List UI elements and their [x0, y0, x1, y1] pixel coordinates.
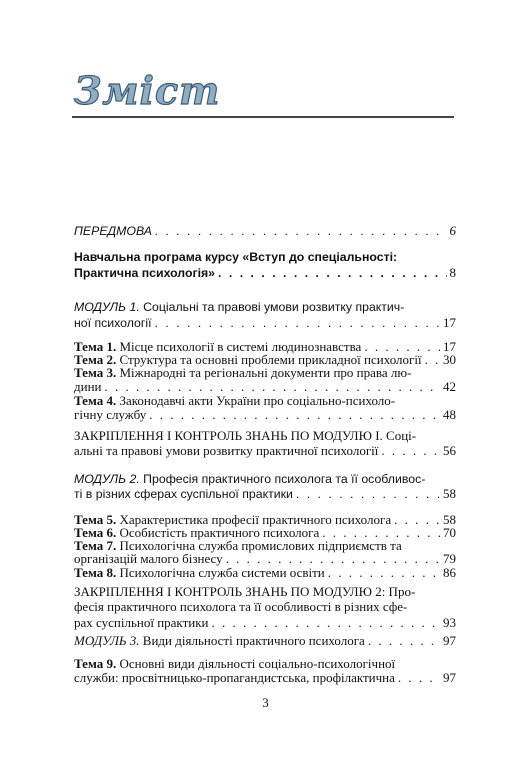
toc-entry-label: МОДУЛЬ 1.: [74, 300, 140, 314]
toc-entry-topic-4-cont[interactable]: [74, 408, 456, 422]
toc-entry-text: альні та правові умови розвитку практичної психології: [74, 444, 379, 458]
toc-entry-text: Основні види діяльності соціально-психологічної: [119, 657, 396, 671]
toc-entry-text: ЗАКРІПЛЕННЯ І КОНТРОЛЬ ЗНАНЬ ПО МОДУЛЮ І. Соці-: [74, 429, 417, 443]
toc-entry-module-2-cont[interactable]: [74, 487, 456, 501]
toc-entry-text: Особистість практичного психолога: [119, 526, 320, 540]
toc-entry-text: Професія практичного психолога та її особливос-: [143, 472, 426, 486]
toc-page-number: 17: [443, 316, 456, 330]
toc-entry-text: Структура та основні проблеми прикладної психології: [119, 353, 422, 367]
toc-entry-text: Навчальна програма курсу «Вступ до спеціальності:: [74, 250, 398, 264]
toc-entry-label: Тема 1.: [74, 340, 117, 354]
toc-entry-text: організацій малого бізнесу: [74, 552, 223, 566]
toc-entry-topic-3-cont[interactable]: [74, 380, 456, 394]
toc-entry-text: Психологічна служба промислових підприємств та: [119, 539, 402, 553]
toc-entry-review-2-cont[interactable]: [74, 600, 456, 614]
toc-entry-text: ті в різних сферах суспільної практики: [74, 487, 293, 501]
toc-page-number: 79: [443, 552, 456, 566]
toc-entry-review-2-cont2[interactable]: [74, 616, 456, 630]
toc-entry-label: Тема 9.: [74, 657, 117, 671]
toc-entry-text: Соціальні та правові умови розвитку практич-: [143, 300, 405, 314]
toc-entry-text: ної психології: [74, 316, 152, 330]
toc-page-number: 93: [443, 616, 456, 630]
toc-entry-topic-4[interactable]: [74, 394, 456, 408]
toc-entry-label: Тема 6.: [74, 526, 117, 540]
toc-entry-text: Види діяльності практичного психолога: [142, 634, 365, 648]
toc-page-number: 30: [443, 353, 456, 367]
toc-entry-text: фесія практичного психолога та її особливості в різних сфе-: [74, 600, 408, 614]
toc-entry-topic-5[interactable]: [74, 513, 456, 527]
toc-entry-module-1[interactable]: [74, 300, 456, 314]
toc-page-number: 42: [443, 380, 456, 394]
toc-entry-foreword[interactable]: [74, 224, 456, 238]
toc-entry-label: МОДУЛЬ 3.: [74, 634, 140, 648]
toc-entry-label: Тема 5.: [74, 513, 117, 527]
toc-entry-text: служби: просвітницько-пропагандистська, профілактична: [74, 671, 395, 685]
toc-entry-topic-1[interactable]: [74, 340, 456, 354]
toc-page-number: 70: [443, 526, 456, 540]
toc-entry-topic-7[interactable]: [74, 539, 456, 553]
toc-page-number: 97: [443, 671, 456, 685]
toc-entry-label: Тема 7.: [74, 539, 117, 553]
toc-entry-label: МОДУЛЬ 2.: [74, 472, 140, 486]
toc-entry-text: ЗАКРІПЛЕННЯ І КОНТРОЛЬ ЗНАНЬ ПО МОДУЛЮ 2: Про-: [74, 585, 416, 599]
toc-entry-label: Тема 8.: [74, 566, 117, 580]
page-number: 3: [262, 695, 269, 710]
toc-page-number: 58: [443, 513, 456, 527]
toc-page-number: 48: [443, 408, 456, 422]
toc-entry-review-2[interactable]: [74, 585, 456, 599]
toc-entry-text: ПЕРЕДМОВА: [74, 224, 152, 238]
toc-page-number: 8: [449, 266, 456, 280]
toc-entry-label: Тема 2.: [74, 353, 117, 367]
toc-page-number: 97: [443, 634, 456, 648]
toc-entry-text: гічну службу: [74, 408, 147, 422]
toc-entry-program[interactable]: [74, 250, 456, 264]
toc-entry-topic-8[interactable]: [74, 566, 456, 580]
toc-entry-text: Характеристика професії практичного психолога: [119, 513, 392, 527]
toc-entry-text: Законодавчі акти України про соціально-психоло-: [119, 394, 396, 408]
toc-entry-text: Місце психології в системі людинознавства: [119, 340, 362, 354]
toc-entry-module-1-cont[interactable]: [74, 316, 456, 330]
toc-entry-text: Міжнародні та регіональні документи про права лю-: [119, 366, 412, 380]
toc-entry-text: Психологічна служба системи освіти: [119, 566, 325, 580]
toc-entry-review-1-cont[interactable]: [74, 444, 456, 458]
toc-entry-text: рах суспільної практики: [74, 616, 209, 630]
toc-entry-topic-7-cont[interactable]: [74, 552, 456, 566]
toc-entry-label: Тема 3.: [74, 366, 117, 380]
toc-entry-module-2[interactable]: [74, 472, 456, 486]
toc-entry-text: Практична психологія»: [74, 266, 216, 280]
toc-entry-topic-9[interactable]: [74, 657, 456, 671]
toc-entry-module-3[interactable]: [74, 634, 456, 648]
toc-page-number: 58: [443, 487, 456, 501]
toc-page-number: 6: [449, 224, 456, 238]
toc-entry-topic-9-cont[interactable]: [74, 671, 456, 685]
contents-heading: Зміст: [74, 68, 221, 113]
toc-entry-label: Тема 4.: [74, 394, 117, 408]
toc-page-number: 86: [443, 566, 456, 580]
toc-page-number: 56: [443, 444, 456, 458]
toc-entry-program-cont[interactable]: [74, 266, 456, 280]
toc-entry-review-1[interactable]: [74, 429, 456, 443]
toc-page-number: 17: [443, 340, 456, 354]
toc-entry-topic-2[interactable]: [74, 353, 456, 367]
toc-entry-topic-3[interactable]: [74, 366, 456, 380]
toc-entry-text: дини: [74, 380, 102, 394]
toc-entry-topic-6[interactable]: [74, 526, 456, 540]
